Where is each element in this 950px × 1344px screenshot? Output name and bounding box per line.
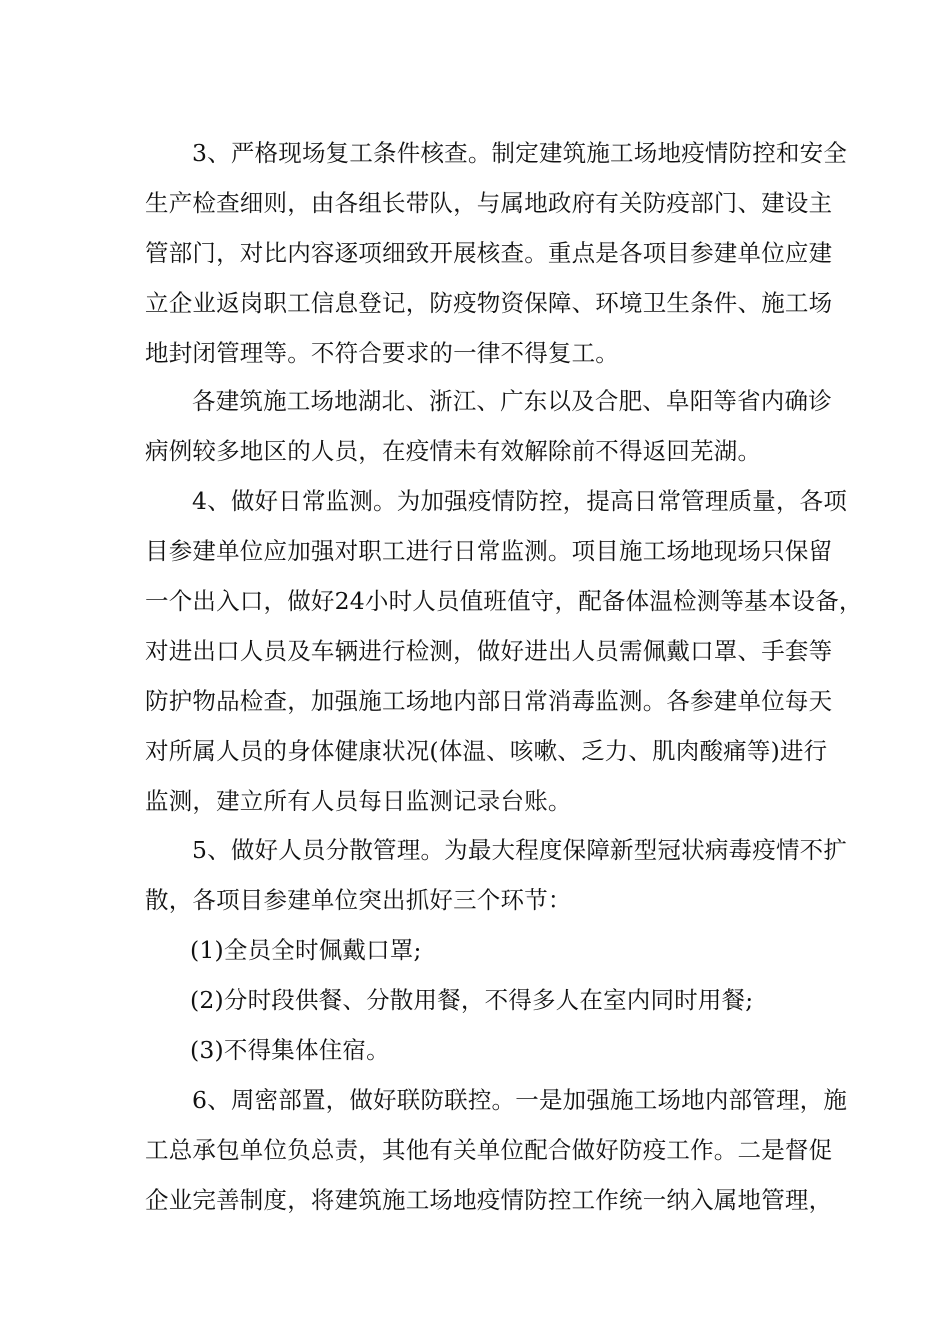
text-line-7: 病例较多地区的人员，在疫情未有效解除前不得返回芜湖。 [145, 437, 762, 465]
text-line-10: 一个出入口，做好24小时人员值班值守，配备体温检测等基本设备， [145, 587, 863, 615]
text-line-6: 各建筑施工场地湖北、浙江、广东以及合肥、阜阳等省内确诊 [192, 387, 832, 415]
text-line-1: 3、严格现场复工条件核查。制定建筑施工场地疫情防控和安全 [192, 139, 848, 167]
text-line-3: 管部门，对比内容逐项细致开展核查。重点是各项目参建单位应建 [145, 239, 833, 267]
text-line-16: 散，各项目参建单位突出抓好三个环节： [145, 886, 572, 914]
text-line-9: 目参建单位应加强对职工进行日常监测。项目施工场地现场只保留 [145, 537, 833, 565]
text-line-14: 监测，建立所有人员每日监测记录台账。 [145, 787, 572, 815]
text-line-15: 5、做好人员分散管理。为最大程度保障新型冠状病毒疫情不扩 [192, 836, 848, 864]
text-line-4: 立企业返岗职工信息登记，防疫物资保障、环境卫生条件、施工场 [145, 289, 833, 317]
text-line-19: (3)不得集体住宿。 [190, 1036, 390, 1064]
text-line-22: 企业完善制度，将建筑施工场地疫情防控工作统一纳入属地管理， [145, 1186, 833, 1214]
text-line-18: (2)分时段供餐、分散用餐，不得多人在室内同时用餐; [190, 986, 754, 1014]
text-line-17: (1)全员全时佩戴口罩; [190, 936, 422, 964]
text-line-13: 对所属人员的身体健康状况(体温、咳嗽、乏力、肌肉酸痛等)进行 [145, 737, 828, 765]
text-line-2: 生产检查细则，由各组长带队，与属地政府有关防疫部门、建设主 [145, 189, 833, 217]
text-line-12: 防护物品检查，加强施工场地内部日常消毒监测。各参建单位每天 [145, 687, 833, 715]
text-line-8: 4、做好日常监测。为加强疫情防控，提高日常管理质量，各项 [192, 487, 848, 515]
text-line-21: 工总承包单位负总责，其他有关单位配合做好防疫工作。二是督促 [145, 1136, 833, 1164]
text-line-11: 对进出口人员及车辆进行检测，做好进出人员需佩戴口罩、手套等 [145, 637, 833, 665]
text-line-20: 6、周密部置，做好联防联控。一是加强施工场地内部管理，施 [192, 1086, 848, 1114]
text-line-5: 地封闭管理等。不符合要求的一律不得复工。 [145, 339, 619, 367]
